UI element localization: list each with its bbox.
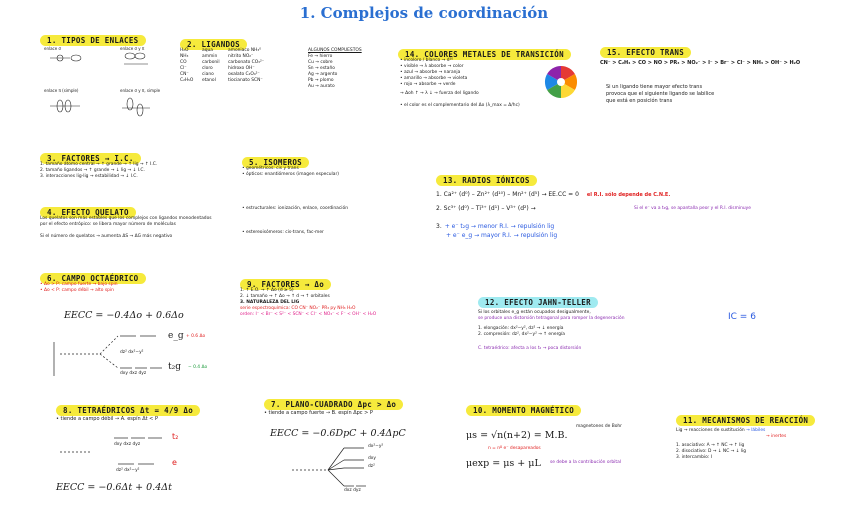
ligand-row: CN⁻ ciano oxalato C₂O₄²⁻ (180, 72, 260, 77)
section-header: 8. TETRAÉDRICOS Δt = 4/9 Δo (56, 405, 200, 416)
section-efecto-trans: 15. EFECTO TRANS CN⁻ > C₂H₄ > CO > NO > PR₃ > NO₂⁻ > I⁻ > Br⁻ > Cl⁻ > NH₃ > OH⁻ > H₂O Si un ligando tiene mayor efecto trans provoca que el siguiente ligando se labilice que está en posición trans (600, 48, 801, 104)
section-momento-magnetico: 10. MOMENTO MAGNÉTICO μs = √n(n+2) = M.B. magnetones de Bohr n = nº e⁻ desapareados μexp = μs + μL se debe a la contribución orbital (466, 406, 622, 469)
section-factores-do: 9. FACTORES → Δo 1. ↑ E.O. → ↑ Δo (d ≥ 5) 2. ↓ tamaño → ↑ Δo → ↑ d → ↑ orbitales 3. NATURALEZA DEL LIG serie espectroquímica: CO CN⁻ NO₂⁻ PR₃ py NH₃ H₂O orden: I⁻ < Br⁻ < S²⁻ < SCN⁻ < Cl⁻ < NO₃⁻ < F⁻ < OH⁻ < H₂O (240, 280, 377, 317)
section-header: 5. ISOMEROS (242, 157, 309, 168)
section-header: 14. COLORES METALES DE TRANSICIÓN (398, 49, 571, 60)
compounds-box: ALGUNOS COMPUESTOS Fe → hierro Cu → cobre Sn → estaño Ag → argento Pb → plomo Au → aurato (308, 48, 362, 89)
section-radios-ionicos: 13. RADIOS IÓNICOS 1. Ca²⁺ (d⁰) – Zn²⁺ (d¹⁰) – Mn²⁺ (d⁵) → EE.CC = 0 el R.I. sólo depende de C.N.E. 2. Sc³⁺ (d⁰) – Ti³⁺ (d¹) – V³⁺ (d²) → Si el e⁻ va a t₂g, se apantalla peor y el R.I. disminuye 3. + e⁻ t₂g → menor R.I. → repulsión lig + e⁻ e_g → mayor R.I. → repulsión lig (436, 176, 751, 239)
eecc-formula: EECC = −0.4Δo + 0.6Δo (64, 310, 184, 321)
page-title: 1. Complejos de coordinación (299, 4, 549, 22)
color-wheel-icon (543, 64, 583, 104)
section-header: 12. EFECTO JAHN-TELLER (478, 297, 598, 308)
ligand-row: Cl⁻ cloro hidroxo OH⁻ (180, 66, 255, 71)
section-header: 15. EFECTO TRANS (600, 47, 691, 58)
section-header: 1. TIPOS DE ENLACES (40, 35, 146, 46)
svg-text:enlace σ: enlace σ (44, 46, 62, 51)
eecc-formula: EECC = −0.6Δt + 0.4Δt (56, 482, 172, 493)
orbital-sketches (40, 44, 180, 139)
section-header: 4. EFECTO QUELATO (40, 207, 136, 218)
section-header: 11. MECANISMOS DE REACCIÓN (676, 415, 815, 426)
section-header: 6. CAMPO OCTAÉDRICO (40, 273, 146, 284)
ligand-row: H₂O aqua amoniaco NH₃⁰ (180, 48, 261, 53)
ligand-row: CO carbonil carbonato CO₃²⁻ (180, 60, 265, 65)
section-ligandos (180, 32, 370, 127)
section-tetraedricos: 8. TETRAÉDRICOS Δt = 4/9 Δo • tiende a campo débil → A. espín Δt < P dxy dxz dyz dz² dx²−y² t₂ e EECC = −0.6Δt + 0.4Δt (56, 398, 246, 498)
section-efecto-quelato: 4. EFECTO QUELATO Los quelatos son más estables que los complejos con ligandos monodentados por el efecto entrópico: se libera mayor número de moléculas Si el número de quelatos → aumenta ΔS → ΔG más negativo (40, 208, 212, 239)
section-mecanismos: 11. MECANISMOS DE REACCIÓN Lig → reacciones de sustitución → lábiles → inertes 1. asociativo: A → ↑ NC → ↑ lig 2. disociativo: D → ↓ NC → ↓ lig 3. intercambio: I (676, 408, 846, 488)
section-plano-cuadrado: 7. PLANO-CUADRADO Δpc > Δo • tiende a campo fuerte → B. espín Δpc > P EECC = −0.6DpC + 0.4ΔpC dx²−y² dxy dz² dxz dyz (264, 392, 454, 502)
section-colores: 14. COLORES METALES DE TRANSICIÓN • incoloro / blanco → d¹⁰ • visible → λ absorbe → color • azul → absorbe → naranja • amarillo → absorbe → violeta • rojo → absorbe → verde → Δoh ↑ → λ ↓ → fuerza del ligando • el color es el complementario del Δo (λ_max = Δ/hc) (398, 42, 588, 142)
section-tipos-enlaces (40, 28, 180, 138)
section-campo-octaedrico: 6. CAMPO OCTAÉDRICO • Δo > P: campo fuerte → bajo spin • Δo < P: campo débil → alto spin EECC = −0.4Δo + 0.6Δo dz² dx²−y² dxy dxz dyz e_g + 0.6 Δo t₂g − 0.4 Δo (40, 266, 235, 386)
ligand-row: NH₃ ammin nitrito NO₂⁻ (180, 54, 254, 59)
section-factores-ic: 3. FACTORES → I.C. 1. tamaño átomo central → ↑ grande → ↑ lig → ↑ I.C. 2. tamaño ligandos → ↑ grande → ↓ lig → ↓ I.C. 3. interacciones lig-lig → estabilidad → ↓ I.C. (40, 154, 158, 179)
section-header: 10. MOMENTO MAGNÉTICO (466, 405, 581, 416)
svg-text:enlace σ y π, simple: enlace σ y π, simple (120, 88, 161, 93)
section-header: 7. PLANO-CUADRADO Δpc > Δo (264, 399, 403, 410)
svg-text:enlace σ y π: enlace σ y π (120, 46, 145, 51)
section-isomeros: 5. ISOMEROS • geométricos: cis y trans • ópticos: enantiómeros (imagen especular) • estructurales: ionización, enlace, coordinación • estereoisómeros: cis-trans, fac-mer (242, 158, 348, 235)
section-header: 2. LIGANDOS (180, 39, 247, 50)
section-header: 9. FACTORES → Δo (240, 279, 331, 290)
section-header: 3. FACTORES → I.C. (40, 153, 141, 164)
ligand-table (180, 48, 290, 84)
section-header: 13. RADIOS IÓNICOS (436, 175, 537, 186)
section-jahn-teller: 12. EFECTO JAHN-TELLER IC = 6 Si los orbitales e_g están ocupados desigualmente, se produce una distorsión tetragonal para romper la degeneración 1. elongación: dx²−y², dz² → ↓ energía 2. compresión: dz², dx²−y² → ↑ energía C. tetraédrico: afecta a los t₂ → poca distorsión (478, 298, 756, 351)
svg-text:enlace π (simple): enlace π (simple) (44, 88, 79, 93)
ligand-row: C₂H₅O etanol tiocianato SCN⁻ (180, 78, 263, 83)
trans-series: CN⁻ > C₂H₄ > CO > NO > PR₃ > NO₂⁻ > I⁻ > Br⁻ > Cl⁻ > NH₃ > OH⁻ > H₂O (600, 60, 801, 66)
eecc-formula: EECC = −0.6DpC + 0.4ΔpC (270, 428, 406, 439)
